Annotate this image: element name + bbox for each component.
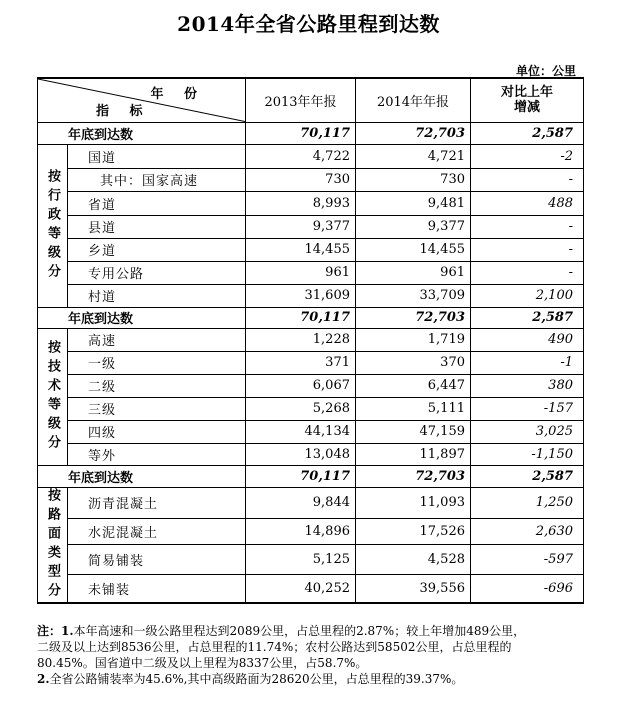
value-2013: 5,125 [246, 544, 356, 574]
value-2014: 1,719 [356, 328, 471, 351]
group-label: 按技术等级分 [38, 328, 68, 465]
table-row [38, 443, 584, 465]
row-label: 水泥混凝土 [68, 518, 246, 544]
table-row [38, 544, 584, 574]
note2-number: 2. [37, 672, 50, 686]
table-row [38, 420, 584, 443]
value-2013: 4,722 [246, 144, 356, 168]
value-2014: 11,897 [356, 443, 471, 465]
row-label: 国道 [68, 144, 246, 168]
value-diff: -2 [471, 144, 584, 168]
value-2014: 370 [356, 351, 471, 374]
header-2013: 2013年年报 [246, 78, 356, 122]
value-diff: 1,250 [471, 487, 584, 518]
header-diff-line1: 对比上年 [500, 85, 553, 101]
table-row [38, 168, 584, 191]
notes [37, 623, 585, 687]
value-2014: 5,111 [356, 397, 471, 420]
value-2014: 730 [356, 168, 471, 191]
table-row [38, 261, 584, 284]
value-diff: -157 [471, 397, 584, 420]
value-2013: 6,067 [246, 374, 356, 397]
note1-line2: 二级及以上达到8536公里，占总里程的11.74%；农村公路达到58502公里，占总里程的 [37, 640, 512, 654]
row-label: 二级 [68, 374, 246, 397]
value-diff: - [471, 215, 584, 238]
value-2014: 4,721 [356, 144, 471, 168]
value-diff: 488 [471, 191, 584, 215]
total-row [38, 122, 584, 144]
total-2014: 72,703 [356, 465, 471, 487]
value-diff: 2,100 [471, 284, 584, 307]
table-row [38, 487, 584, 518]
table-row [38, 397, 584, 420]
row-label: 简易铺装 [68, 544, 246, 574]
value-2014: 47,159 [356, 420, 471, 443]
table-row [38, 144, 584, 168]
note2-text: 全省公路铺装率为45.6%,其中高级路面为28620公里，占总里程的39.37%。 [49, 672, 464, 686]
total-2013: 70,117 [246, 307, 356, 328]
total-2014: 72,703 [356, 122, 471, 144]
total-2013: 70,117 [246, 465, 356, 487]
table-row [38, 284, 584, 307]
row-label: 专用公路 [68, 261, 246, 284]
value-2013: 14,455 [246, 238, 356, 261]
total-2014: 72,703 [356, 307, 471, 328]
total-label: 年底到达数 [38, 122, 246, 144]
total-label: 年底到达数 [38, 307, 246, 328]
total-diff: 2,587 [471, 122, 584, 144]
value-2014: 9,377 [356, 215, 471, 238]
table-row [38, 351, 584, 374]
table-row [38, 238, 584, 261]
value-diff: -696 [471, 574, 584, 603]
note1-line1: 本年高速和一级公路里程达到2089公里，占总里程的2.87%；较上年增加489公里， [73, 624, 526, 638]
row-label: 三级 [68, 397, 246, 420]
note1-line3: 80.45%。国省道中二级及以上里程为8337公里，占58.7%。 [37, 656, 368, 670]
header-year-label: 年 份 [150, 87, 205, 102]
header-diff [471, 78, 584, 122]
value-2013: 8,993 [246, 191, 356, 215]
value-2013: 961 [246, 261, 356, 284]
table-row [38, 374, 584, 397]
value-2013: 14,896 [246, 518, 356, 544]
row-label: 省道 [68, 191, 246, 215]
notes-label: 注： [37, 624, 62, 638]
table-row [38, 328, 584, 351]
value-2013: 9,844 [246, 487, 356, 518]
value-2013: 1,228 [246, 328, 356, 351]
value-2014: 33,709 [356, 284, 471, 307]
header-2014: 2014年年报 [356, 78, 471, 122]
total-diff: 2,587 [471, 307, 584, 328]
table-row [38, 191, 584, 215]
value-2014: 4,528 [356, 544, 471, 574]
value-2013: 371 [246, 351, 356, 374]
group-label: 按行政等级分 [38, 144, 68, 307]
table-row [38, 215, 584, 238]
row-label: 等外 [68, 443, 246, 465]
value-2013: 5,268 [246, 397, 356, 420]
total-label: 年底到达数 [38, 465, 246, 487]
total-diff: 2,587 [471, 465, 584, 487]
value-diff: -597 [471, 544, 584, 574]
value-diff: -1 [471, 351, 584, 374]
value-2014: 17,526 [356, 518, 471, 544]
value-diff: 380 [471, 374, 584, 397]
total-row [38, 307, 584, 328]
table-row [38, 518, 584, 544]
value-2014: 39,556 [356, 574, 471, 603]
row-label: 未铺装 [68, 574, 246, 603]
row-label: 沥青混凝土 [68, 487, 246, 518]
value-2013: 40,252 [246, 574, 356, 603]
header-indicator-label: 指 标 [96, 103, 151, 119]
group-label: 按路面类型分 [38, 487, 68, 603]
value-diff: 3,025 [471, 420, 584, 443]
row-label: 村道 [68, 284, 246, 307]
total-row [38, 465, 584, 487]
value-2013: 9,377 [246, 215, 356, 238]
value-diff: -1,150 [471, 443, 584, 465]
value-diff: - [471, 168, 584, 191]
header-corner-cell [38, 78, 246, 122]
header-diff-line2: 增减 [513, 100, 540, 116]
value-2013: 31,609 [246, 284, 356, 307]
total-2013: 70,117 [246, 122, 356, 144]
value-2014: 14,455 [356, 238, 471, 261]
note1-number: 1. [61, 624, 74, 638]
row-label: 乡道 [68, 238, 246, 261]
value-2013: 44,134 [246, 420, 356, 443]
unit-label: 单位：公里 [515, 64, 576, 78]
value-2013: 730 [246, 168, 356, 191]
table-row [38, 574, 584, 603]
value-diff: 490 [471, 328, 584, 351]
value-2014: 11,093 [356, 487, 471, 518]
row-label: 四级 [68, 420, 246, 443]
value-diff: - [471, 261, 584, 284]
table-header-row [38, 78, 584, 122]
value-diff: 2,630 [471, 518, 584, 544]
row-label: 一级 [68, 351, 246, 374]
road-mileage-table [37, 77, 584, 604]
value-2014: 9,481 [356, 191, 471, 215]
page-title: 2014年全省公路里程到达数 [177, 12, 440, 36]
value-2014: 6,447 [356, 374, 471, 397]
row-label: 县道 [68, 215, 246, 238]
row-label: 高速 [68, 328, 246, 351]
value-2014: 961 [356, 261, 471, 284]
value-diff: - [471, 238, 584, 261]
value-2013: 13,048 [246, 443, 356, 465]
row-label: 其中：国家高速 [68, 168, 246, 191]
